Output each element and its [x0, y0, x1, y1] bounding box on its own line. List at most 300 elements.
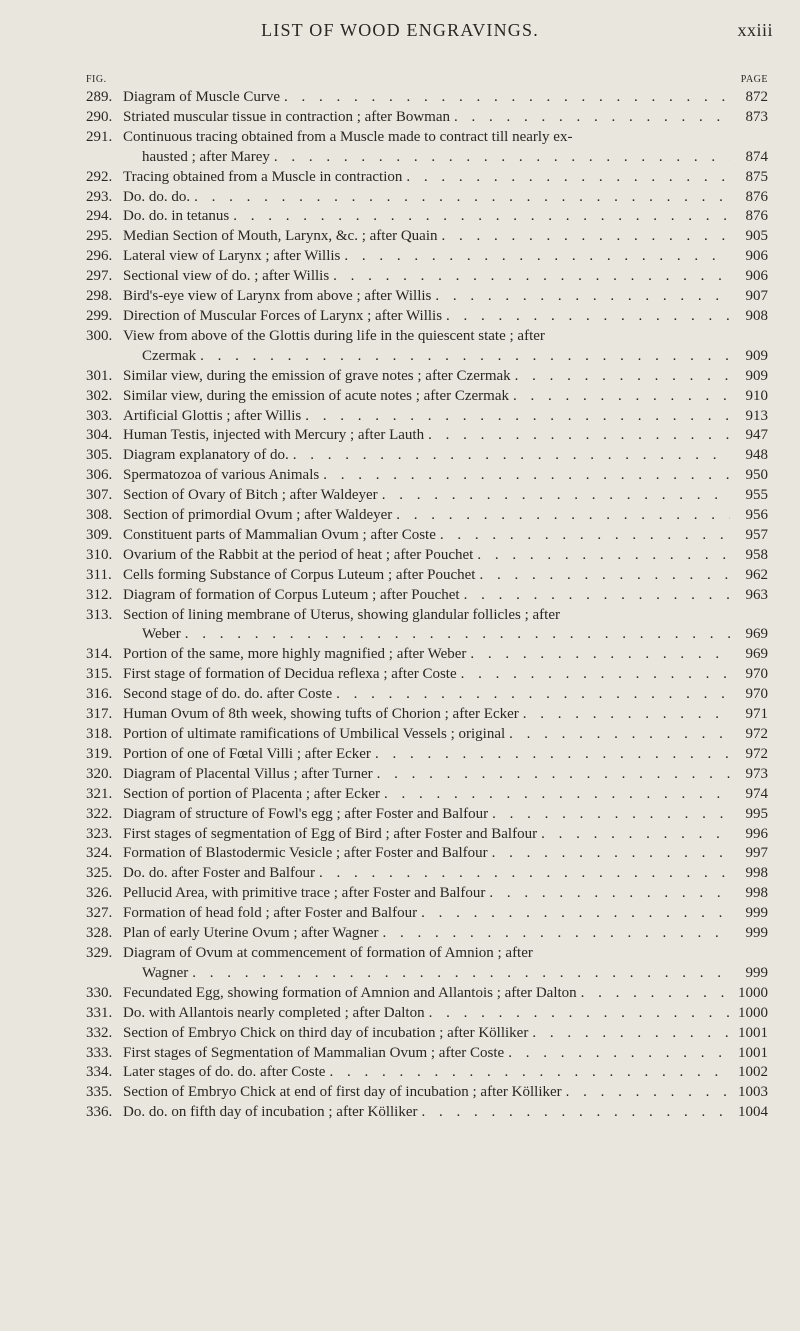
entry-description — [86, 466, 768, 486]
entry-description — [86, 1024, 768, 1044]
entry-text: Artificial Glottis ; after Willis — [123, 407, 302, 424]
entry-text: Direction of Muscular Forces of Larynx ; after Willis — [123, 307, 443, 324]
dot-leader — [280, 88, 730, 108]
entry-description — [86, 168, 768, 188]
dot-leader — [438, 227, 730, 247]
dot-leader — [460, 586, 730, 606]
entry-description — [86, 128, 768, 168]
entry-text: Diagram explanatory of do. — [123, 447, 289, 464]
entry-line — [123, 924, 768, 944]
page-number: 962 — [745, 566, 768, 583]
entry-text: Human Ovum of 8th week, showing tufts of Chorion ; after Ecker — [123, 706, 519, 723]
list-item — [0, 207, 768, 227]
figure-number: 306. — [86, 467, 113, 484]
entry-text: Formation of head fold ; after Foster and Balfour — [123, 905, 418, 922]
entry-description — [86, 1083, 768, 1103]
figure-number: 333. — [86, 1044, 113, 1061]
list-item — [0, 1024, 768, 1044]
dot-leader — [488, 805, 730, 825]
figure-number: 308. — [86, 507, 113, 524]
dot-leader — [270, 148, 730, 168]
entry-description — [86, 327, 768, 367]
dot-leader — [505, 725, 730, 745]
entry-line — [123, 825, 768, 845]
list-item — [0, 844, 768, 864]
figure-number: 300. — [86, 327, 113, 344]
list-item — [0, 705, 768, 725]
entry-text: Pellucid Area, with primitive trace ; after Foster and Balfour — [123, 885, 486, 902]
list-item — [0, 267, 768, 287]
page-number: 875 — [745, 168, 768, 185]
entry-text: Constituent parts of Mammalian Ovum ; after Coste — [123, 526, 436, 543]
page-number: 971 — [745, 706, 768, 723]
page-number: 995 — [745, 805, 768, 822]
page-number: 970 — [745, 686, 768, 703]
entry-description — [86, 765, 768, 785]
entry-line — [123, 944, 768, 964]
entry-text: Section of lining membrane of Uterus, showing glandular follicles ; after — [123, 606, 560, 623]
page-number: 996 — [745, 825, 768, 842]
page-number: 999 — [745, 905, 768, 922]
figure-number: 312. — [86, 586, 113, 603]
entry-line — [123, 327, 768, 347]
page-number: 956 — [745, 507, 768, 524]
dot-leader — [475, 566, 730, 586]
entry-text: Section of Embryo Chick on third day of incubation ; after Kölliker — [123, 1024, 529, 1041]
entry-text: First stages of segmentation of Egg of Bird ; after Foster and Balfour — [123, 825, 538, 842]
list-item — [0, 287, 768, 307]
page-number: 998 — [745, 885, 768, 902]
list-item — [0, 327, 768, 367]
entry-text: Similar view, during the emission of grave notes ; after Czermak — [123, 367, 511, 384]
dot-leader — [329, 267, 730, 287]
entry-description — [86, 705, 768, 725]
page-number: 909 — [745, 367, 768, 384]
dot-leader — [378, 486, 730, 506]
dot-leader — [577, 984, 730, 1004]
page-number: 1001 — [738, 1044, 768, 1061]
entry-line — [123, 765, 768, 785]
entry-description — [86, 1103, 768, 1123]
entry-line — [123, 705, 768, 725]
entry-text: Continuous tracing obtained from a Muscle made to contract till nearly ex- — [123, 128, 573, 145]
entry-line — [123, 1004, 768, 1024]
dot-leader — [537, 825, 730, 845]
entry-line — [123, 645, 768, 665]
figure-number: 327. — [86, 905, 113, 922]
page-number: 997 — [745, 845, 768, 862]
list-item — [0, 407, 768, 427]
page-number: 973 — [745, 765, 768, 782]
entry-text: Czermak — [142, 347, 197, 364]
figure-number: 305. — [86, 447, 113, 464]
entry-text: Striated muscular tissue in contraction ; after Bowman — [123, 108, 450, 125]
entry-text: Tracing obtained from a Muscle in contraction — [123, 168, 403, 185]
entry-text: Wagner — [142, 964, 189, 981]
figure-number: 294. — [86, 208, 113, 225]
figure-number: 323. — [86, 825, 113, 842]
page-number: 1004 — [738, 1104, 768, 1121]
dot-leader — [442, 307, 730, 327]
entry-description — [86, 725, 768, 745]
dot-leader — [315, 864, 730, 884]
page-number: 876 — [745, 208, 768, 225]
list-item — [0, 805, 768, 825]
entry-line — [123, 188, 768, 208]
entry-description — [86, 426, 768, 446]
dot-leader — [392, 506, 730, 526]
entry-description — [86, 546, 768, 566]
page-number: 908 — [745, 307, 768, 324]
entry-line — [123, 367, 768, 387]
entry-description — [86, 88, 768, 108]
running-title: LIST OF WOOD ENGRAVINGS. — [261, 20, 539, 40]
entry-description — [86, 307, 768, 327]
list-item — [0, 1004, 768, 1024]
list-item — [0, 247, 768, 267]
figure-number: 298. — [86, 288, 113, 305]
entry-description — [86, 188, 768, 208]
entry-line — [123, 506, 768, 526]
dot-leader — [289, 446, 730, 466]
entry-description — [86, 247, 768, 267]
entry-line — [123, 247, 768, 267]
dot-leader — [319, 466, 730, 486]
entry-description — [86, 486, 768, 506]
page-number: 969 — [745, 646, 768, 663]
entry-line — [123, 387, 768, 407]
figure-number: 319. — [86, 745, 113, 762]
page-number: 1001 — [738, 1024, 768, 1041]
dot-leader — [528, 1024, 730, 1044]
dot-leader — [181, 625, 730, 645]
figure-number: 302. — [86, 387, 113, 404]
figure-number: 326. — [86, 885, 113, 902]
entry-line — [123, 665, 768, 685]
list-item — [0, 566, 768, 586]
dot-leader — [188, 964, 730, 984]
figure-number: 335. — [86, 1084, 113, 1101]
dot-leader — [431, 287, 730, 307]
dot-leader — [340, 247, 730, 267]
list-item — [0, 128, 768, 168]
dot-leader — [457, 665, 730, 685]
entry-text: Portion of the same, more highly magnified ; after Weber — [123, 646, 467, 663]
list-item — [0, 307, 768, 327]
figure-number: 313. — [86, 606, 113, 623]
page-column-heading: PAGE — [740, 74, 768, 85]
entry-line — [123, 1083, 768, 1103]
list-item — [0, 1044, 768, 1064]
figure-number: 331. — [86, 1004, 113, 1021]
list-item — [0, 506, 768, 526]
page-number: 876 — [745, 188, 768, 205]
page-number: 955 — [745, 487, 768, 504]
entry-line — [123, 267, 768, 287]
page-number: 958 — [745, 546, 768, 563]
list-item — [0, 387, 768, 407]
entry-text: Later stages of do. do. after Coste — [123, 1064, 326, 1081]
list-item — [0, 486, 768, 506]
page-number: 957 — [745, 526, 768, 543]
entry-description — [86, 1044, 768, 1064]
figure-number: 334. — [86, 1064, 113, 1081]
figure-number: 290. — [86, 108, 113, 125]
entry-line — [123, 844, 768, 864]
list-item — [0, 367, 768, 387]
entry-description — [86, 387, 768, 407]
entry-line — [123, 287, 768, 307]
page-number: 906 — [745, 248, 768, 265]
entry-description — [86, 407, 768, 427]
entry-line — [123, 128, 768, 148]
page-number: 909 — [745, 347, 768, 364]
list-item — [0, 825, 768, 845]
list-item — [0, 526, 768, 546]
entry-line — [123, 486, 768, 506]
page-number: 1002 — [738, 1064, 768, 1081]
figure-number: 295. — [86, 228, 113, 245]
page-number: 972 — [745, 726, 768, 742]
dot-leader — [562, 1083, 730, 1103]
figure-number: 311. — [86, 566, 112, 583]
entry-line — [123, 426, 768, 446]
entry-line — [123, 725, 768, 745]
entry-description — [86, 904, 768, 924]
entry-text: Fecundated Egg, showing formation of Amnion and Allantois ; after Dalton — [123, 984, 577, 1001]
list-item — [0, 765, 768, 785]
list-item — [0, 864, 768, 884]
list-item — [0, 785, 768, 805]
entry-text: Formation of Blastodermic Vesicle ; after Foster and Balfour — [123, 845, 488, 862]
entry-text: Do. with Allantois nearly completed ; after Dalton — [123, 1004, 425, 1021]
page-number: 948 — [745, 447, 768, 464]
entry-description — [86, 944, 768, 984]
figure-number: 332. — [86, 1024, 113, 1041]
dot-leader — [425, 1004, 730, 1024]
list-item — [0, 944, 768, 984]
entry-line — [123, 785, 768, 805]
figure-number: 289. — [86, 89, 113, 105]
figure-number: 307. — [86, 487, 113, 504]
dot-leader — [519, 705, 730, 725]
list-item — [0, 685, 768, 705]
dot-leader — [373, 765, 730, 785]
column-headings — [86, 74, 768, 88]
entry-description — [86, 1004, 768, 1024]
entry-text: Section of Embryo Chick at end of first day of incubation ; after Kölliker — [123, 1084, 562, 1101]
entry-description — [86, 745, 768, 765]
page-number: 910 — [745, 387, 768, 404]
figure-number: 293. — [86, 188, 113, 205]
entry-description — [86, 805, 768, 825]
figure-number: 328. — [86, 925, 113, 942]
entry-line — [123, 566, 768, 586]
dot-leader — [509, 387, 730, 407]
page-number: 874 — [745, 148, 768, 165]
page-number: 873 — [745, 108, 768, 125]
figure-number: 336. — [86, 1104, 113, 1121]
entry-line — [123, 1103, 768, 1123]
entry-text: Median Section of Mouth, Larynx, &c. ; after Quain — [123, 228, 438, 245]
figure-number: 304. — [86, 427, 113, 444]
list-item — [0, 168, 768, 188]
entry-line — [123, 586, 768, 606]
figure-number: 292. — [86, 168, 113, 185]
dot-leader — [504, 1044, 730, 1064]
entry-line — [123, 88, 768, 108]
entry-text: Weber — [142, 626, 181, 643]
page-number: 906 — [745, 268, 768, 285]
entry-line — [123, 864, 768, 884]
entry-text: Do. do. on fifth day of incubation ; after Kölliker — [123, 1104, 418, 1121]
engravings-list — [0, 88, 800, 1123]
entry-line — [123, 805, 768, 825]
page-numeral: xxiii — [737, 20, 773, 40]
page-number: 974 — [745, 785, 768, 802]
list-item — [0, 904, 768, 924]
list-item — [0, 227, 768, 247]
entry-text: Bird's-eye view of Larynx from above ; after Willis — [123, 288, 432, 305]
entry-text: Similar view, during the emission of acute notes ; after Czermak — [123, 387, 510, 404]
dot-leader — [488, 844, 730, 864]
entry-description — [86, 446, 768, 466]
figure-number: 329. — [86, 944, 113, 961]
entry-line — [123, 606, 768, 626]
entry-text: Lateral view of Larynx ; after Willis — [123, 248, 341, 265]
entry-line — [123, 307, 768, 327]
list-item — [0, 108, 768, 128]
page-number: 999 — [745, 964, 768, 981]
figure-number: 297. — [86, 268, 113, 285]
entry-line — [123, 1044, 768, 1064]
dot-leader — [229, 207, 730, 227]
list-item — [0, 884, 768, 904]
page-number: 907 — [745, 288, 768, 305]
running-head — [0, 20, 800, 50]
entry-line — [123, 625, 768, 645]
dot-leader — [380, 785, 730, 805]
entry-text: Section of Ovary of Bitch ; after Waldeyer — [123, 487, 378, 504]
page-number: 950 — [745, 467, 768, 484]
page-number: 1003 — [738, 1084, 768, 1101]
figure-number: 314. — [86, 646, 113, 663]
list-item — [0, 984, 768, 1004]
list-item — [0, 745, 768, 765]
entry-text: Ovarium of the Rabbit at the period of heat ; after Pouchet — [123, 546, 474, 563]
entry-line — [123, 685, 768, 705]
entry-line — [123, 407, 768, 427]
page-number: 913 — [745, 407, 768, 424]
entry-text: Diagram of Muscle Curve — [123, 89, 281, 105]
dot-leader — [332, 685, 730, 705]
figure-number: 301. — [86, 367, 113, 384]
figure-number: 318. — [86, 726, 113, 742]
entry-line — [123, 964, 768, 984]
figure-number: 299. — [86, 307, 113, 324]
entry-line — [123, 347, 768, 367]
list-item — [0, 188, 768, 208]
entry-text: Second stage of do. do. after Coste — [123, 686, 333, 703]
entry-text: Diagram of Ovum at commencement of formation of Amnion ; after — [123, 944, 533, 961]
entry-description — [86, 984, 768, 1004]
list-item — [0, 466, 768, 486]
entry-description — [86, 287, 768, 307]
entry-description — [86, 924, 768, 944]
figure-number: 291. — [86, 128, 113, 145]
entry-text: Diagram of Placental Villus ; after Turner — [123, 765, 373, 782]
list-item — [0, 546, 768, 566]
entry-line — [123, 884, 768, 904]
dot-leader — [436, 526, 730, 546]
figure-number: 315. — [86, 666, 113, 683]
entry-description — [86, 685, 768, 705]
entry-description — [86, 645, 768, 665]
page-number: 1000 — [738, 984, 768, 1001]
entry-line — [123, 168, 768, 188]
entry-line — [123, 904, 768, 924]
entry-line — [123, 745, 768, 765]
entry-line — [123, 546, 768, 566]
page-number: 963 — [745, 586, 768, 603]
entry-text: Sectional view of do. ; after Willis — [123, 268, 330, 285]
entry-line — [123, 984, 768, 1004]
figure-number: 321. — [86, 785, 113, 802]
entry-line — [123, 1024, 768, 1044]
entry-text: Diagram of formation of Corpus Luteum ; after Pouchet — [123, 586, 460, 603]
dot-leader — [417, 904, 730, 924]
entry-line — [123, 526, 768, 546]
entry-text: Spermatozoa of various Animals — [123, 467, 320, 484]
entry-line — [123, 227, 768, 247]
dot-leader — [402, 168, 730, 188]
dot-leader — [325, 1063, 730, 1083]
entry-description — [86, 367, 768, 387]
page-number: 999 — [745, 925, 768, 942]
entry-description — [86, 884, 768, 904]
entry-text: Portion of ultimate ramifications of Umbilical Vessels ; original — [123, 726, 506, 742]
entry-description — [86, 526, 768, 546]
dot-leader — [466, 645, 730, 665]
figure-number: 322. — [86, 805, 113, 822]
figure-number: 330. — [86, 984, 113, 1001]
list-item — [0, 446, 768, 466]
entry-text: Do. do. after Foster and Balfour — [123, 865, 316, 882]
entry-line — [123, 108, 768, 128]
entry-description — [86, 227, 768, 247]
page-number: 969 — [745, 626, 768, 643]
entry-text: Section of portion of Placenta ; after Ecker — [123, 785, 380, 802]
dot-leader — [196, 347, 730, 367]
figure-number: 324. — [86, 845, 113, 862]
entry-description — [86, 586, 768, 606]
entry-text: Diagram of structure of Fowl's egg ; after Foster and Balfour — [123, 805, 489, 822]
page-number: 872 — [745, 89, 768, 105]
entry-description — [86, 825, 768, 845]
entry-line — [123, 1063, 768, 1083]
page-number: 905 — [745, 228, 768, 245]
dot-leader — [418, 1103, 730, 1123]
page-number: 972 — [745, 745, 768, 762]
figure-number: 310. — [86, 546, 113, 563]
entry-text: Human Testis, injected with Mercury ; after Lauth — [123, 427, 425, 444]
entry-description — [86, 606, 768, 646]
entry-description — [86, 844, 768, 864]
list-item — [0, 665, 768, 685]
dot-leader — [473, 546, 730, 566]
entry-line — [123, 446, 768, 466]
dot-leader — [371, 745, 730, 765]
